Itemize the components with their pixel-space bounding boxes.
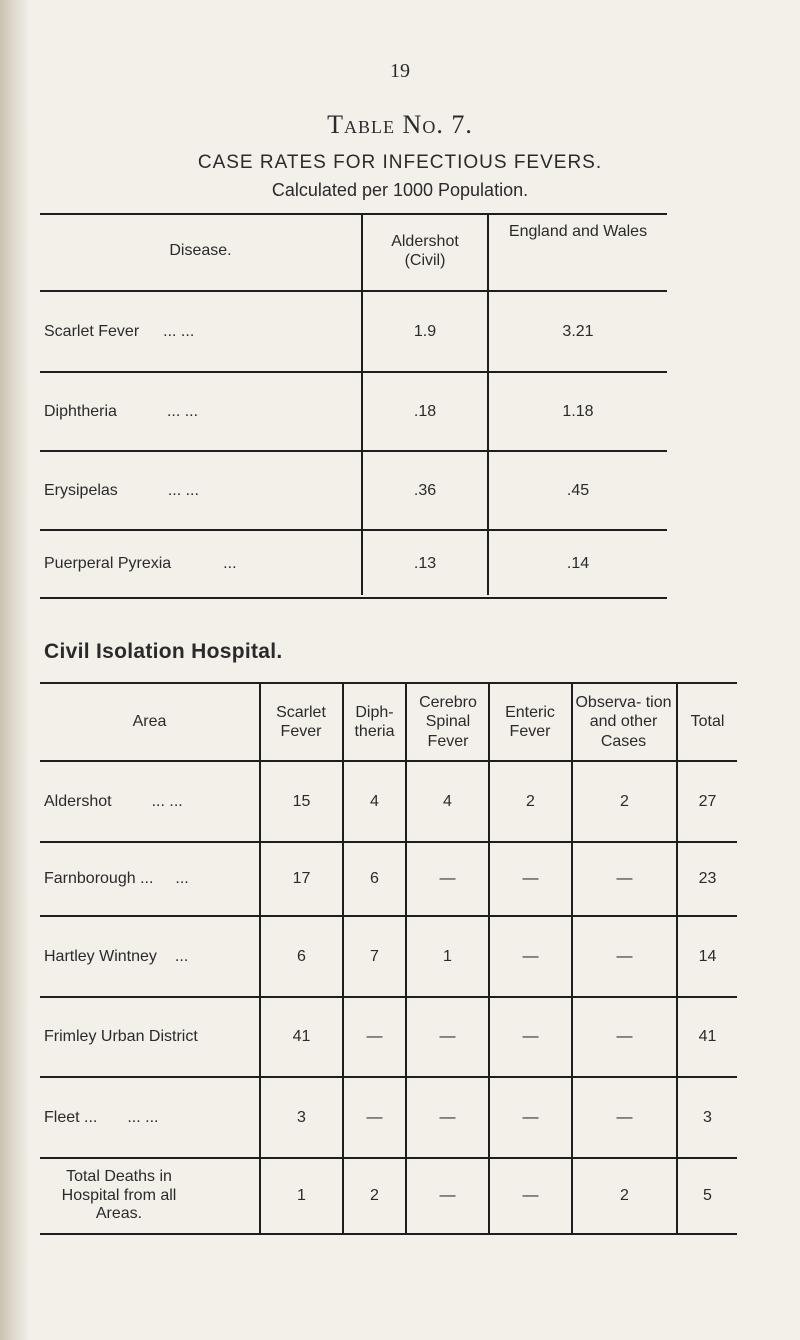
total-cell: 27 (698, 792, 717, 810)
value-cell: — (616, 1028, 633, 1046)
value-cell: — (366, 1028, 383, 1046)
value-cell: — (439, 1028, 456, 1046)
page-edge-shadow (0, 0, 30, 1340)
aldershot-rate: 1.9 (413, 322, 437, 340)
value-cell: 2 (620, 1187, 629, 1205)
value-cell: 6 (370, 870, 379, 888)
aldershot-rate: .13 (413, 555, 437, 573)
value-cell: 4 (443, 792, 452, 810)
value-cell: — (616, 870, 633, 888)
disease-name: Diphtheria ... ... (44, 402, 199, 420)
area-name: Farnborough ... ... (44, 870, 189, 888)
table-subtitle: CASE RATES FOR INFECTIOUS FEVERS. (197, 152, 603, 173)
section-heading: Civil Isolation Hospital. (44, 640, 283, 663)
table2-header-observation: Observa- tion and other Cases (575, 694, 672, 750)
value-cell: 1 (297, 1187, 306, 1205)
value-cell: 3 (297, 1108, 306, 1126)
area-name: Total Deaths in Hospital from all Areas. (61, 1168, 177, 1223)
value-cell: 15 (292, 792, 311, 810)
value-cell: 6 (297, 947, 306, 965)
value-cell: — (439, 1108, 456, 1126)
value-cell: — (522, 1187, 539, 1205)
value-cell: 17 (292, 870, 311, 888)
area-name: Hartley Wintney ... (44, 947, 189, 965)
area-name: Frimley Urban District (44, 1028, 198, 1046)
table2-header-diphtheria: Diph- theria (354, 703, 395, 740)
value-cell: 2 (370, 1187, 379, 1205)
england-rate: .45 (566, 481, 590, 499)
table-subtitle-calculation: Calculated per 1000 Population. (271, 180, 529, 200)
disease-name: Scarlet Fever ... ... (44, 322, 195, 340)
value-cell: — (439, 1187, 456, 1205)
disease-name: Puerperal Pyrexia ... (44, 555, 237, 573)
value-cell: — (522, 1028, 539, 1046)
value-cell: 4 (370, 792, 379, 810)
total-cell: 3 (703, 1108, 712, 1126)
england-rate: 1.18 (562, 402, 594, 420)
table2-header-cerebro-spinal: Cerebro Spinal Fever (419, 694, 477, 750)
page-number: 19 (390, 60, 410, 82)
value-cell: — (616, 947, 633, 965)
total-cell: 41 (698, 1028, 717, 1046)
total-cell: 23 (698, 870, 717, 888)
table2-header-scarlet-fever: Scarlet Fever (276, 703, 326, 740)
england-rate: 3.21 (562, 322, 594, 340)
value-cell: 2 (526, 792, 535, 810)
total-cell: 5 (703, 1187, 712, 1205)
aldershot-rate: .36 (413, 481, 437, 499)
total-cell: 14 (698, 947, 717, 965)
table1-header-disease: Disease. (169, 242, 232, 260)
value-cell: — (522, 947, 539, 965)
value-cell: — (366, 1108, 383, 1126)
table1-bottom-rule (40, 597, 667, 599)
england-rate: .14 (566, 555, 590, 573)
value-cell: 1 (443, 947, 452, 965)
table2-bottom-rule (40, 1233, 737, 1235)
value-cell: 41 (292, 1028, 311, 1046)
value-cell: — (522, 1108, 539, 1126)
table-title: Table No. 7. (327, 110, 473, 139)
table2-header-area: Area (132, 713, 167, 731)
table2-header-total: Total (690, 713, 725, 731)
table1-header-england: England and Wales (508, 223, 648, 240)
disease-name: Erysipelas ... ... (44, 481, 199, 499)
value-cell: 7 (370, 947, 379, 965)
value-cell: — (522, 870, 539, 888)
table2-header-enteric-fever: Enteric Fever (505, 703, 555, 740)
area-name: Fleet ... ... ... (44, 1108, 159, 1126)
aldershot-rate: .18 (413, 402, 437, 420)
area-name: Aldershot ... ... (44, 792, 183, 810)
table1-header-aldershot: Aldershot (Civil) (391, 232, 459, 269)
table1-top-rule (40, 213, 667, 215)
value-cell: — (439, 870, 456, 888)
value-cell: 2 (620, 792, 629, 810)
value-cell: — (616, 1108, 633, 1126)
